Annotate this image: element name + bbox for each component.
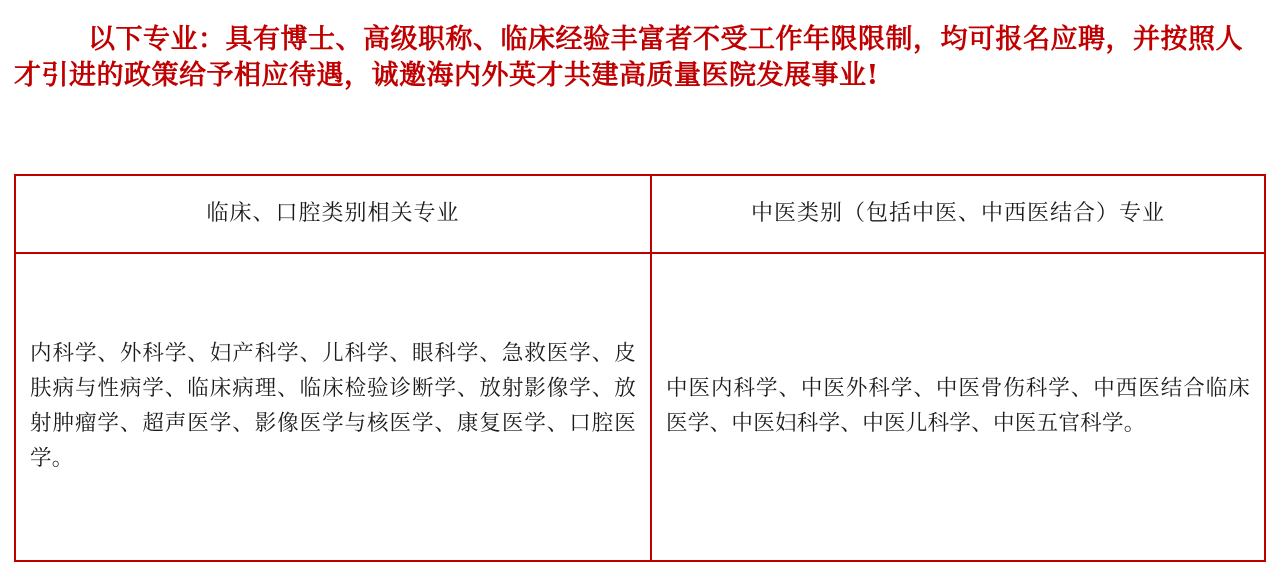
table-cell-tcm-majors [652, 254, 1266, 562]
tcm-majors-text: 中医内科学、中医外科学、中医骨伤科学、中西医结合临床医学、中医妇科学、中医儿科学、中医五官科学。 [666, 376, 1250, 436]
table-header-row [16, 176, 1266, 254]
table-header-clinical [16, 176, 652, 254]
table-header-tcm [652, 176, 1266, 254]
notice-line-1: 以下专业：具有博士、高级职称、临床经验丰富者不受工作年限限制， [88, 24, 941, 55]
table-row [16, 254, 1266, 562]
notice-paragraph [14, 22, 1252, 94]
notice-line-3: 质量医院发展事业! [646, 59, 879, 91]
majors-table [14, 174, 1266, 562]
table-header-tcm-label: 中医类别（包括中医、中西医结合）专业 [750, 200, 1165, 226]
clinical-majors-text: 内科学、外科学、妇产科学、儿科学、眼科学、急救医学、皮肤病与性病学、临床病理、临床检验诊断学、放射影像学、放射肿瘤学、超声医学、影像医学与核医学、康复医学、口腔医学。 [30, 341, 636, 471]
table-header-clinical-label: 临床、口腔类别相关专业 [206, 200, 460, 226]
notice-line-2: 均可报名应聘，并按照人才引进的政策给予相应待遇，诚邀海内外英才共建高 [14, 24, 1243, 91]
table-cell-clinical-majors [16, 254, 652, 562]
